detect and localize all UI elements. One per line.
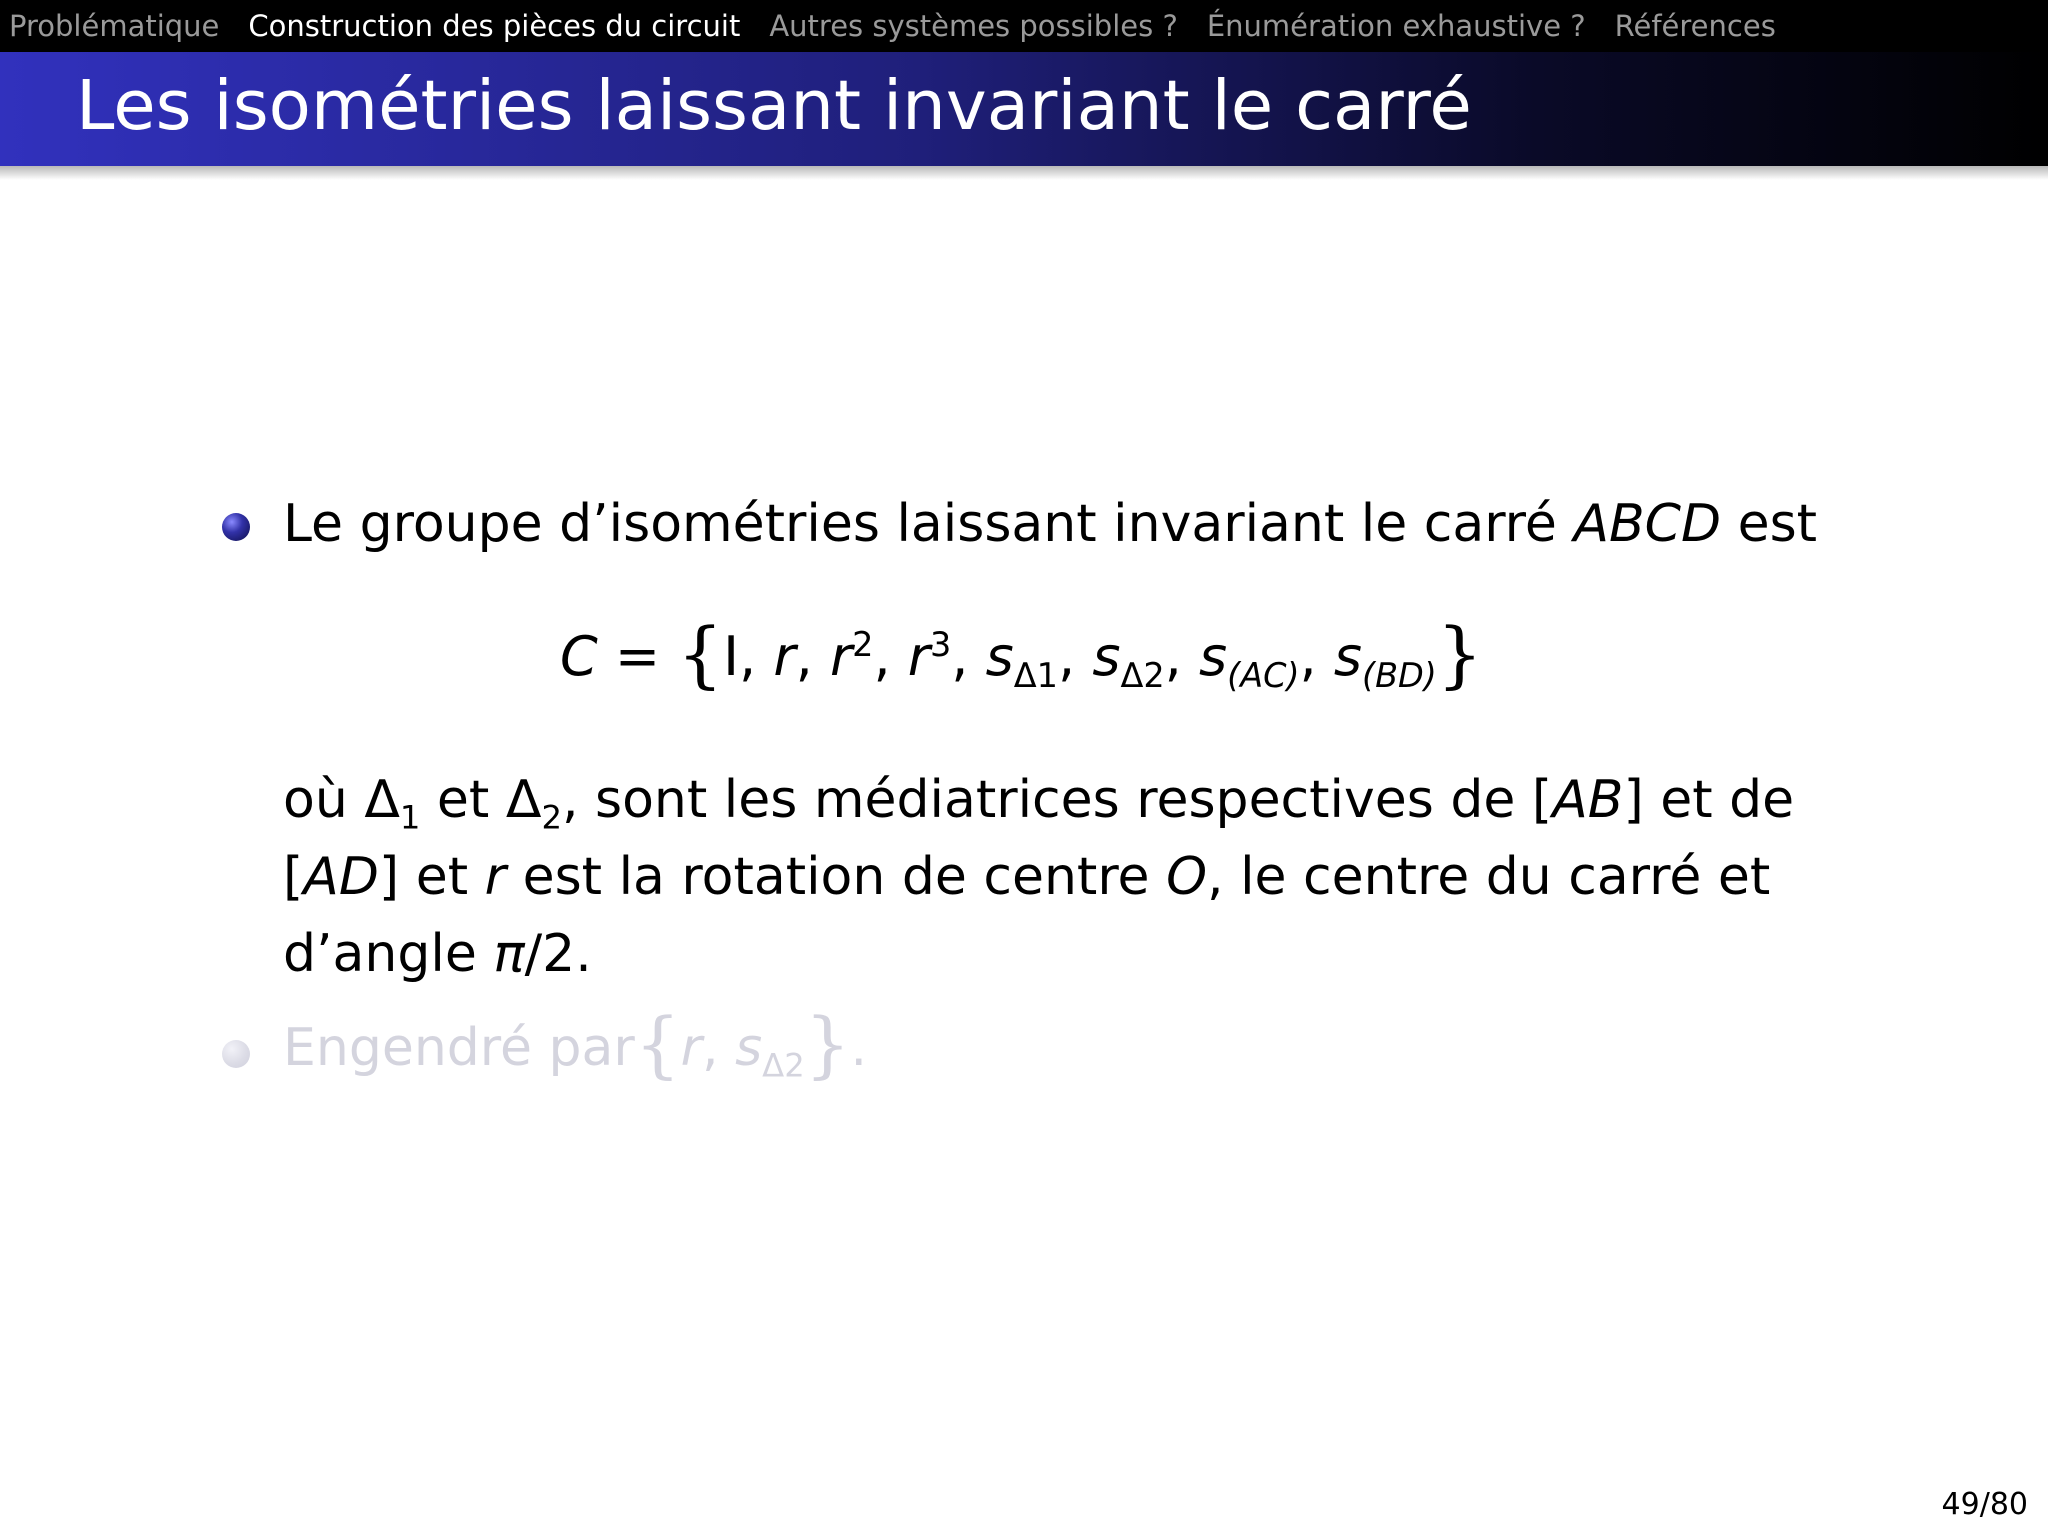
subscript-index: 2	[784, 1046, 805, 1085]
close-brace: }	[804, 1002, 851, 1086]
text: ] et de	[1623, 770, 1795, 830]
delta-symbol: Δ	[762, 1046, 785, 1085]
nav-section-autres-systemes[interactable]: Autres systèmes possibles ?	[769, 9, 1178, 43]
pi-symbol: π	[493, 924, 525, 984]
exponent: 3	[929, 625, 952, 664]
subscript	[762, 1046, 805, 1084]
text: /2.	[524, 924, 592, 984]
symmetry-delta1: s	[985, 625, 1014, 688]
center-point: O	[1166, 847, 1208, 907]
separator: ,	[795, 625, 830, 688]
separator: ,	[739, 625, 774, 688]
rotation-element: r	[773, 625, 796, 688]
group-symbol: C	[560, 625, 598, 688]
bullet-icon	[222, 513, 250, 541]
text: Engendré par	[283, 1018, 635, 1078]
separator: ,	[1057, 625, 1093, 688]
text: , le centre du carré et	[1207, 847, 1771, 907]
nav-section-problematique[interactable]: Problématique	[9, 9, 220, 43]
separator: ,	[702, 1018, 736, 1078]
symmetry-delta2: s	[1092, 625, 1121, 688]
subscript	[1014, 656, 1058, 695]
subscript-index: 2	[1143, 655, 1165, 695]
text: [	[283, 847, 304, 907]
subscript-index: 1	[399, 798, 421, 837]
separator: ,	[1164, 625, 1199, 688]
separator: ,	[1299, 625, 1334, 688]
statement-end: est	[1721, 494, 1818, 554]
identity-element: I	[723, 625, 740, 688]
square-name: ABCD	[1573, 494, 1722, 554]
delta-symbol: Δ	[1013, 655, 1037, 695]
rotation-squared: r	[829, 625, 853, 688]
symmetry-ac: s	[1199, 625, 1228, 688]
text: , sont les médiatrices respectives de [	[561, 770, 1553, 830]
bullet-icon-faded	[222, 1040, 250, 1068]
symmetry-symbol: s	[735, 1018, 763, 1078]
page-number: 49/80	[1941, 1487, 2028, 1522]
subscript-index: 2	[541, 798, 562, 837]
rotation-cubed: r	[907, 625, 930, 688]
explanation-line-1	[283, 770, 1795, 837]
text: où	[283, 770, 365, 830]
text: d’angle	[283, 924, 494, 984]
subscript	[1120, 656, 1164, 695]
subscript-ac: (AC)	[1227, 655, 1300, 695]
nav-section-enumeration[interactable]: Énumération exhaustive ?	[1206, 9, 1586, 43]
separator: ,	[951, 625, 986, 688]
bullet-generators	[283, 1002, 868, 1086]
subscript-index: 1	[1036, 655, 1058, 695]
text: et	[420, 770, 506, 830]
explanation-line-3	[283, 924, 592, 984]
frame-title: Les isométries laissant invariant le carré	[76, 66, 1472, 146]
delta-symbol: Δ	[505, 770, 542, 830]
explanation-line-2	[283, 847, 1770, 907]
nav-section-references[interactable]: Références	[1614, 9, 1776, 43]
symmetry-bd: s	[1333, 625, 1363, 688]
rotation-symbol: r	[484, 847, 507, 907]
rotation-symbol: r	[680, 1018, 702, 1078]
delta-symbol: Δ	[364, 770, 400, 830]
text: ] et	[378, 847, 485, 907]
text: .	[850, 1018, 868, 1078]
delta-symbol: Δ	[1120, 655, 1144, 695]
text: est la rotation de centre	[506, 847, 1167, 907]
exponent: 2	[852, 625, 874, 664]
open-brace: {	[634, 1002, 681, 1086]
subscript-bd: (BD)	[1362, 655, 1437, 695]
bullet-group-statement	[283, 494, 1817, 554]
separator: ,	[873, 625, 908, 688]
open-brace: {	[677, 612, 724, 696]
segment-ad: AD	[303, 847, 379, 907]
group-formula	[560, 612, 1483, 696]
segment-ab: AB	[1552, 770, 1624, 830]
statement-text: Le groupe d’isométries laissant invariant le carré	[283, 494, 1574, 554]
equals-sign: =	[597, 625, 678, 688]
close-brace: }	[1436, 612, 1483, 696]
nav-section-construction[interactable]: Construction des pièces du circuit	[248, 9, 741, 43]
